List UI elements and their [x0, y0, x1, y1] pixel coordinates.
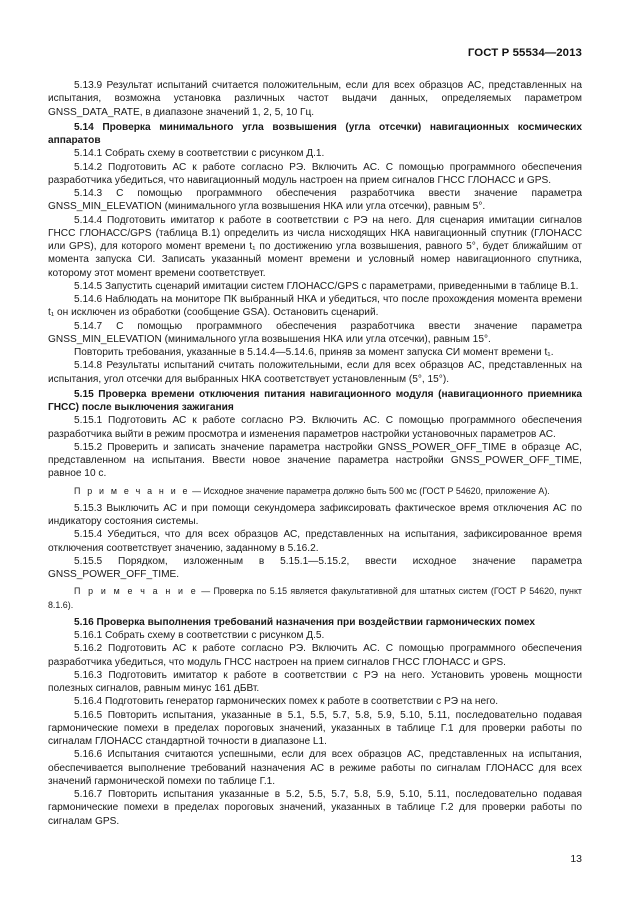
note-text: — Проверка по 5.15 является факультативной для штатных систем (ГОСТ Р 54620, пункт 8.1.6).	[48, 586, 582, 610]
paragraph-5-14-5: 5.14.5 Запустить сценарий имитации систем ГЛОНАСС/GPS с параметрами, приведенными в таблице В.1.	[74, 280, 579, 292]
section-heading-5-16: 5.16 Проверка выполнения требований назначения при воздействии гармонических помех	[74, 616, 536, 628]
paragraph-5-15-1: 5.15.1 Подготовить АС к работе согласно РЭ. Включить АС. С помощью программного обеспечения разработчика выйти в режим просмотра и изменения параметров настройки установочных параметров АС.	[48, 415, 582, 440]
paragraph-5-16-6: 5.16.6 Испытания считаются успешными, если для всех образцов АС, представленных на испытания, обеспечивается выполнение требований назначения АС в режиме работы по сигналам ГЛОНАСС для всех значений гармонической помехи по таблице Г.1.	[48, 749, 582, 787]
paragraph-5-14-8: 5.14.8 Результаты испытаний считать положительными, если для всех образцов АС, представленных на испытания, угол отсечки для выбранных НКА соответствует установленным (5°, 15°).	[48, 360, 582, 385]
paragraph-5-15-4: 5.15.4 Убедиться, что для всех образцов АС, представленных на испытания, зафиксированное время отключения соответствует значению, заданному в 5.16.2.	[48, 529, 582, 554]
note-label: П р и м е ч а н и е	[74, 485, 190, 496]
paragraph-5-16-5: 5.16.5 Повторить испытания, указанные в 5.1, 5.5, 5.7, 5.8, 5.9, 5.10, 5.11, последовательно подавая гармонические помехи в пределах пороговых значений, указанных в таблице Г.1 для проверки работы по сигналам ГЛОНАСС стандартной точности в диапазоне L1.	[48, 709, 582, 747]
paragraph-5-16-3: 5.16.3 Подготовить имитатор к работе в соответствии с РЭ на него. Установить уровень мощности полезных сигналов, равным минус 161 дБВт.	[48, 669, 582, 694]
paragraph-5-16-2: 5.16.2 Подготовить АС к работе согласно РЭ. Включить АС. С помощью программного обеспечения разработчика убедиться, что модуль ГНСС настроен на прием сигналов ГНСС ГЛОНАСС и GPS.	[48, 643, 582, 668]
document-body	[48, 79, 582, 828]
paragraph-5-13-9: 5.13.9 Результат испытаний считается положительным, если для всех образцов АС, представленных на испытания, возможна установка различных частот выдачи данных, определяемых параметром GNSS_DATA_RATE, в диапазоне значений 1, 2, 5, 10 Гц.	[48, 80, 582, 118]
note-label: П р и м е ч а н и е	[74, 586, 198, 597]
note-1	[48, 485, 582, 498]
paragraph-5-14-7: 5.14.7 С помощью программного обеспечения разработчика ввести значение параметра GNSS_MIN_ELEVATION (минимального угла возвышения НКА или угла отсечки), равным 15°.	[48, 320, 582, 345]
paragraph-5-14-6: 5.14.6 Наблюдать на мониторе ПК выбранный НКА и убедиться, что после прохождения момента времени t₁ он исключен из обработки (сообщение GSA). Остановить сценарий.	[48, 294, 582, 319]
section-heading-5-14: 5.14 Проверка минимального угла возвышения (угла отсечки) навигационных космических аппаратов	[48, 121, 582, 146]
paragraph-5-14-4: 5.14.4 Подготовить имитатор к работе в соответствии с РЭ на него. Для сценария имитации сигналов ГНСС ГЛОНАСС/GPS (таблица В.1) определить из числа нисходящих НКА навигационный спутник (ГЛОНАСС или GPS), для которого момент времени t₁ по достижению угла возвышения, равного 5°, будет ближайшим от момента запуска СИ. Записать указанный момент времени и условный номер навигационного спутника, которому этот момент времени соответствует.	[48, 214, 582, 279]
paragraph-5-16-4: 5.16.4 Подготовить генератор гармонических помех к работе в соответствии с РЭ на него.	[74, 696, 499, 708]
paragraph-5-15-3: 5.15.3 Выключить АС и при помощи секундомера зафиксировать фактическое время отключения АС по индикатору состояния системы.	[48, 502, 582, 527]
paragraph-5-14-7-repeat: Повторить требования, указанные в 5.14.4—5.14.6, приняв за момент запуска СИ момент времени t₁.	[74, 347, 554, 358]
paragraph-5-15-2: 5.15.2 Проверить и записать значение параметра настройки GNSS_POWER_OFF_TIME в образце АС, представленном на испытания. Ввести новое значение параметра настройки GNSS_POWER_OFF_TIME, равное 10 с.	[48, 441, 582, 480]
page-number: 13	[570, 853, 582, 865]
paragraph-5-14-1: 5.14.1 Собрать схему в соответствии с рисунком Д.1.	[74, 148, 325, 160]
document-header: ГОСТ Р 55534—2013	[467, 47, 582, 59]
paragraph-5-14-3: 5.14.3 С помощью программного обеспечения разработчика ввести значение параметра GNSS_MIN_ELEVATION (минимального угла возвышения НКА или угла отсечки), равным 5°.	[48, 188, 582, 213]
paragraph-5-16-7: 5.16.7 Повторить испытания указанные в 5.2, 5.5, 5.7, 5.8, 5.9, 5.10, 5.11, последовательно подавая гармонические помехи в пределах пороговых значений, указанных в таблице Г.2 для проверки работы по сигналам GPS.	[48, 789, 582, 827]
paragraph-5-15-5: 5.15.5 Порядком, изложенным в 5.15.1—5.15.2, ввести исходное значение параметра GNSS_POWER_OFF_TIME.	[48, 555, 582, 580]
note-text: — Исходное значение параметра должно быть 500 мс (ГОСТ Р 54620, приложение А).	[189, 485, 550, 496]
paragraph-5-16-1: 5.16.1 Собрать схему в соответствии с рисунком Д.5.	[74, 630, 325, 641]
section-heading-5-15: 5.15 Проверка времени отключения питания навигационного модуля (навигационного приемника ГНСС) после выключения зажигания	[48, 388, 582, 413]
note-2	[48, 585, 582, 612]
paragraph-5-14-2: 5.14.2 Подготовить АС к работе согласно РЭ. Включить АС. С помощью программного обеспечения разработчика убедиться, что навигационный модуль настроен на прием сигналов ГНСС ГЛОНАСС и GPS.	[48, 161, 582, 186]
